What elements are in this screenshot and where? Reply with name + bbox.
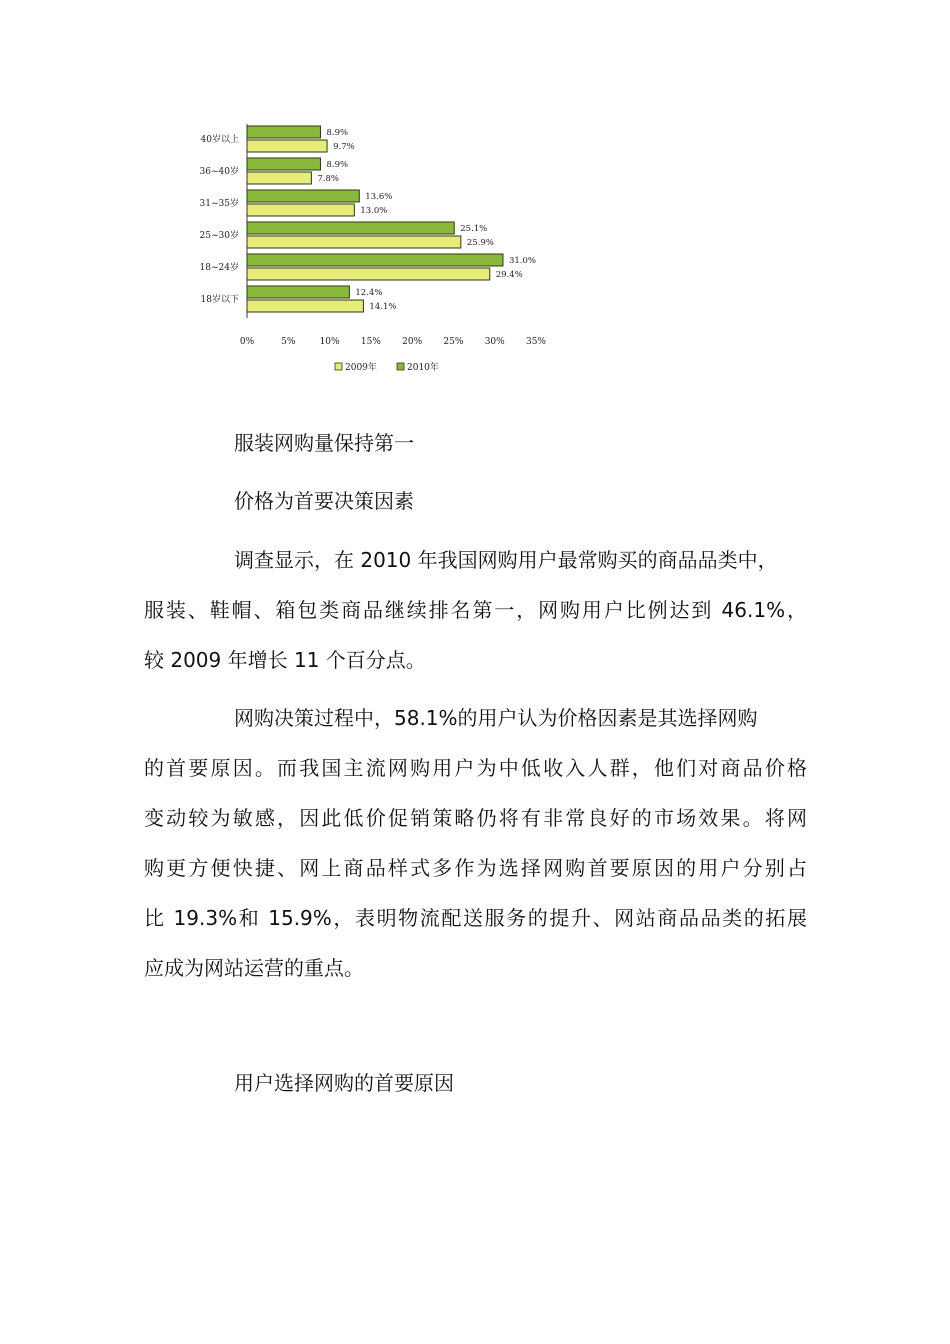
data-label: 8.9% <box>326 160 349 170</box>
bar <box>247 286 349 298</box>
data-label: 31.0% <box>508 256 536 266</box>
x-tick-label: 20% <box>402 337 423 347</box>
x-tick-label: 10% <box>319 337 340 347</box>
x-tick-label: 25% <box>443 337 464 347</box>
bar <box>247 204 354 216</box>
paragraph-line: 比 19.3%和 15.9%，表明物流配送服务的提升、网站商品品类的拓展 <box>144 906 807 930</box>
paragraph-line: 较 2009 年增长 11 个百分点。 <box>144 648 426 672</box>
section-heading-clothing: 服装网购量保持第一 <box>234 431 414 455</box>
category-label: 31~35岁 <box>199 199 239 209</box>
data-label: 13.6% <box>365 192 393 202</box>
paragraph-line: 的首要原因。而我国主流网购用户为中低收入人群，他们对商品价格 <box>144 756 807 780</box>
bar <box>247 126 320 138</box>
section-heading-price: 价格为首要决策因素 <box>234 489 414 513</box>
x-tick-label: 0% <box>239 337 255 347</box>
legend-label: 2010年 <box>407 363 439 373</box>
bar <box>247 300 363 312</box>
paragraph-line: 应成为网站运营的重点。 <box>144 956 364 980</box>
data-label: 7.8% <box>317 174 340 184</box>
bar <box>247 190 359 202</box>
x-tick-label: 15% <box>360 337 381 347</box>
data-label: 29.4% <box>495 270 523 280</box>
data-label: 25.9% <box>466 238 494 248</box>
category-label: 40岁以上 <box>200 135 239 145</box>
bar <box>247 236 461 248</box>
legend-swatch <box>397 363 404 370</box>
x-tick-label: 30% <box>484 337 505 347</box>
x-tick-label: 35% <box>525 337 547 347</box>
data-label: 14.1% <box>369 302 397 312</box>
category-label: 18岁以下 <box>200 295 239 305</box>
data-label: 8.9% <box>326 128 349 138</box>
paragraph-line: 服装、鞋帽、箱包类商品继续排名第一，网购用户比例达到 46.1%， <box>144 598 807 622</box>
data-label: 12.4% <box>355 288 383 298</box>
category-label: 25~30岁 <box>199 231 239 241</box>
category-label: 36~40岁 <box>199 167 239 177</box>
category-label: 18~24岁 <box>199 263 239 273</box>
paragraph-line: 变动较为敏感，因此低价促销策略仍将有非常良好的市场效果。将网 <box>144 806 807 830</box>
section-heading-reasons: 用户选择网购的首要原因 <box>234 1071 454 1095</box>
bar <box>247 172 311 184</box>
paragraph-line: 调查显示，在 2010 年我国网购用户最常购买的商品品类中， <box>234 548 778 572</box>
paragraph-line: 购更方便快捷、网上商品样式多作为选择网购首要原因的用户分别占 <box>144 856 807 880</box>
bar <box>247 140 327 152</box>
data-label: 9.7% <box>333 142 355 152</box>
legend-swatch <box>335 363 342 370</box>
data-label: 25.1% <box>460 224 488 234</box>
bar <box>247 158 320 170</box>
paragraph-line: 网购决策过程中，58.1%的用户认为价格因素是其选择网购 <box>234 706 758 730</box>
age-distribution-bar-chart <box>185 118 565 380</box>
bar <box>247 268 490 280</box>
bar <box>247 254 503 266</box>
x-tick-label: 5% <box>281 337 296 347</box>
data-label: 13.0% <box>360 206 388 216</box>
bar <box>247 222 454 234</box>
legend-label: 2009年 <box>345 363 377 373</box>
